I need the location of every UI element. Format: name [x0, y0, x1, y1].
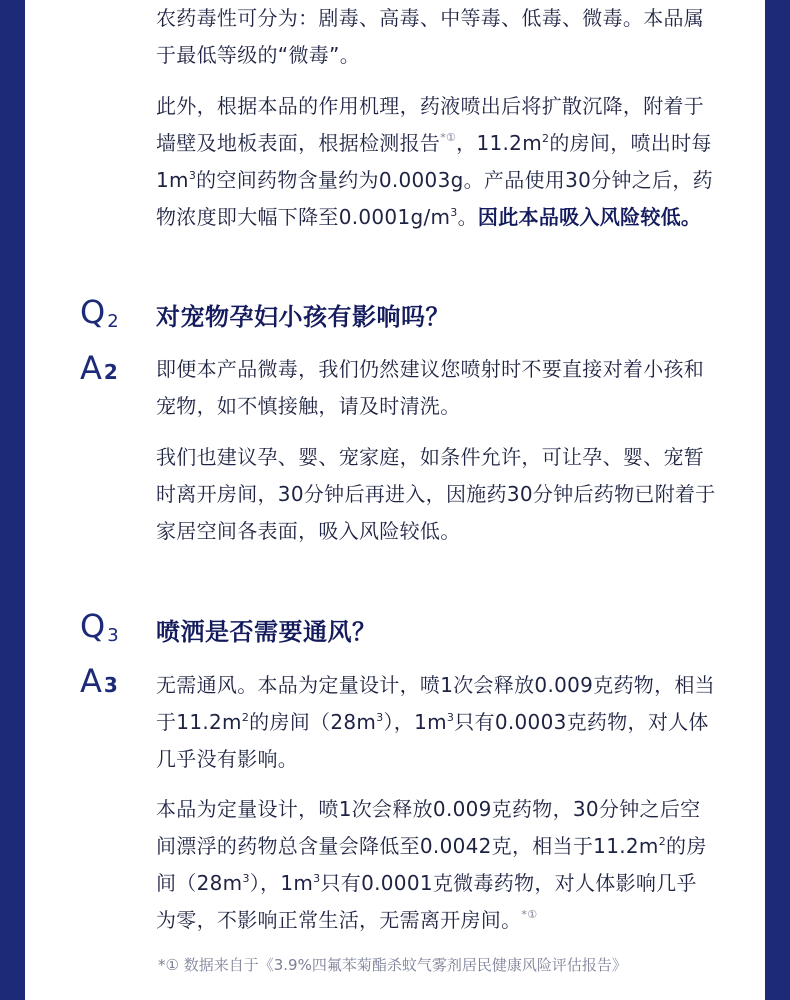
- right-border: [765, 0, 790, 1000]
- risk-conclusion: 因此本品吸入风险较低: [477, 205, 681, 229]
- a3-paragraph-2: 本品为定量设计，喷1次会释放0.009克药物，30分钟之后空间漂浮的药物总含量会降低至0.0042克，相当于$11.2m^2$的房间$(28m^3)$，$1m^3$只有0.0001克微毒药物，对人体影响几乎为零，不影响正常生活，无需离开房间。*①: [156, 797, 707, 932]
- toxicity-paragraph: 农药毒性可分为：剧毒、高毒、中等毒、低毒、微毒。本品属于最低等级的“微毒”。: [156, 6, 705, 67]
- a3-paragraph-1: 无需通风。本品为定量设计，喷1次会释放0.009克药物，相当于$11.2m^2$的房间$(28m^3)$，$1m^3$只有0.0003克药物，对人体几乎没有影响。: [156, 673, 715, 771]
- a2-label: A 2: [80, 349, 118, 387]
- q2-question: 对宠物孕妇小孩有影响吗？: [156, 303, 450, 331]
- a2-paragraph-1: 即便本产品微毒，我们仍然建议您喷射时不要直接对着小孩和宠物，如不慎接触，请及时清洗。: [156, 357, 705, 418]
- q3-question: 喷洒是否需要通风？: [156, 618, 377, 646]
- a2-paragraph-2: 我们也建议孕、婴、宠家庭，如条件允许，可让孕、婴、宠暂时离开房间，30分钟后再进入，因施药30分钟后药物已附着于家居空间各表面，吸入风险较低。: [156, 445, 716, 543]
- q2-label: Q $_2$: [80, 293, 119, 332]
- q3-label: Q $_3$: [80, 607, 119, 646]
- a3-label: A 3: [80, 662, 118, 700]
- footnote-ref: *①: [521, 908, 538, 921]
- footnote-ref: *①: [440, 131, 457, 144]
- left-border: [0, 0, 25, 1000]
- footnote: *① 数据来自于《3.9%四氟苯菊酯杀蚊气雾剂居民健康风险评估报告》: [158, 956, 627, 974]
- mechanism-paragraph: 此外，根据本品的作用机理，药液喷出后将扩散沉降，附着于墙壁及地板表面，根据检测报告*①，$11.2m^2$的房间，喷出时每$1m^3$的空间药物含量约为0.0003g。产品使用30分钟之后，药物浓度即大幅下降至$0.0001g/m^3$。因此本品吸入风险较低。: [156, 94, 713, 229]
